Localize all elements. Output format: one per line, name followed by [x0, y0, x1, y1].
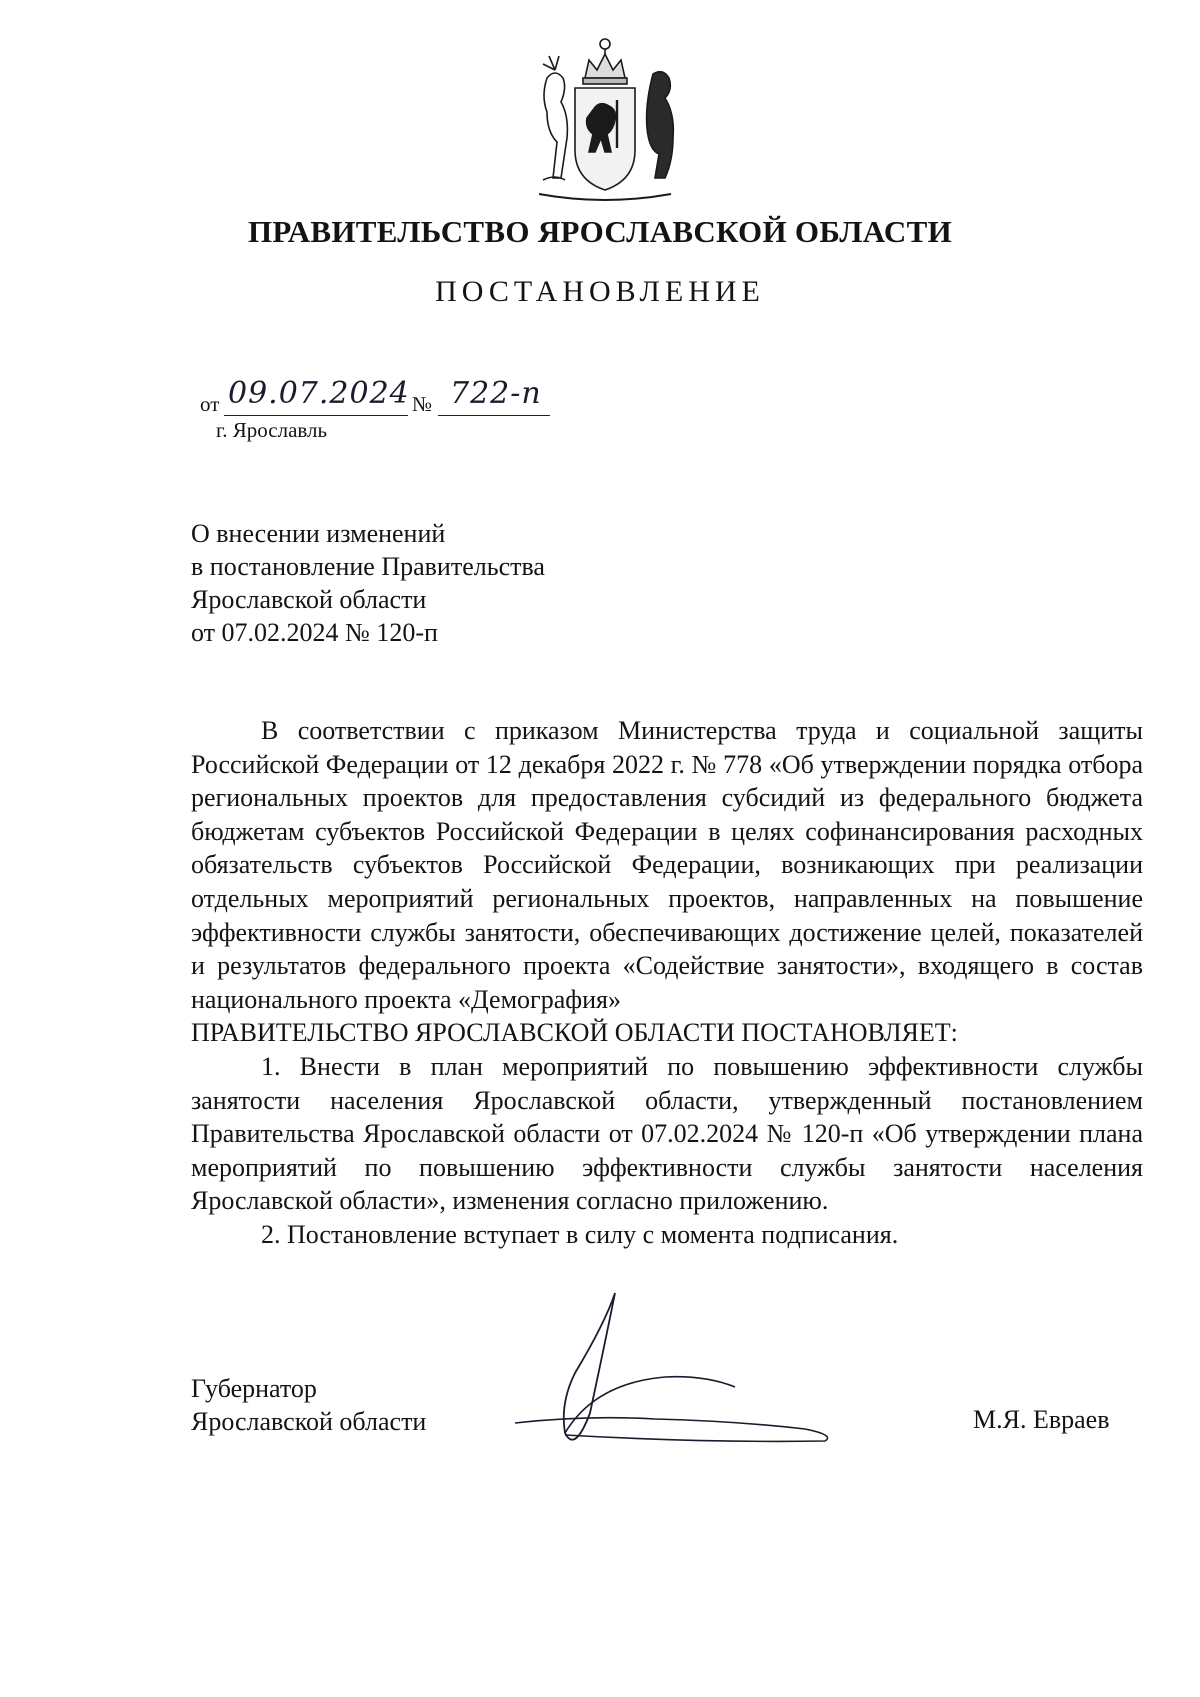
position-line: Губернатор — [191, 1374, 317, 1403]
subject-line: от 07.02.2024 № 120-п — [191, 618, 438, 647]
resolution-heading: ПРАВИТЕЛЬСТВО ЯРОСЛАВСКОЙ ОБЛАСТИ ПОСТАНОВЛЯЕТ: — [191, 1018, 958, 1048]
yaroslavl-coat-of-arms-icon — [525, 30, 685, 208]
city: г. Ярославль — [216, 418, 328, 442]
signatory-name: М.Я. Евраев — [973, 1405, 1110, 1434]
date-prefix: от — [200, 392, 220, 416]
date-value: 09.07.2024 — [228, 376, 410, 411]
preamble-paragraph: В соответствии с приказом Министерства труда и социальной защиты Российской Федерации от 12 декабря 2022 г. № 778 «Об утверждении порядка отбора региональных проектов для предоставления субсидий из федерального бюджета бюджетам субъектов Российской Федерации в целях софинансирования расходных обязательств субъектов Российской Федерации, возникающих при реализации отдельных мероприятий региональных проектов, направленных на повышение эффективности службы занятости, обеспечивающих достижение целей, показателей и результатов федерального проекта «Содействие занятости», входящего в состав национального проекта «Демография» — [191, 716, 1143, 1014]
position-line: Ярославской области — [191, 1407, 427, 1436]
subject-line: в постановление Правительства — [191, 552, 545, 581]
date-underline — [224, 415, 408, 416]
document-date-number — [200, 376, 600, 416]
item-1-paragraph: 1. Внести в план мероприятий по повышению эффективности службы занятости населения Ярославской области, утвержденный постановлением Правительства Ярославской области от 07.02.2024 № 120-п «Об утверждении плана мероприятий по повышению эффективности службы занятости населения Ярославской области», изменения согласно приложению. — [191, 1051, 1143, 1216]
subject-line: О внесении изменений — [191, 519, 446, 548]
item-2-paragraph: 2. Постановление вступает в силу с момента подписания. — [261, 1219, 899, 1249]
document-subject — [191, 517, 691, 649]
document-body — [191, 714, 1143, 1252]
document-type: ПОСТАНОВЛЕНИЕ — [435, 275, 765, 308]
handwritten-signature — [505, 1283, 925, 1483]
number-prefix: № — [412, 392, 433, 416]
subject-line: Ярославской области — [191, 585, 427, 614]
number-underline — [438, 415, 550, 416]
signatory-position — [191, 1372, 426, 1438]
organization-title: ПРАВИТЕЛЬСТВО ЯРОСЛАВСКОЙ ОБЛАСТИ — [248, 214, 952, 249]
number-value: 722-п — [450, 376, 542, 411]
